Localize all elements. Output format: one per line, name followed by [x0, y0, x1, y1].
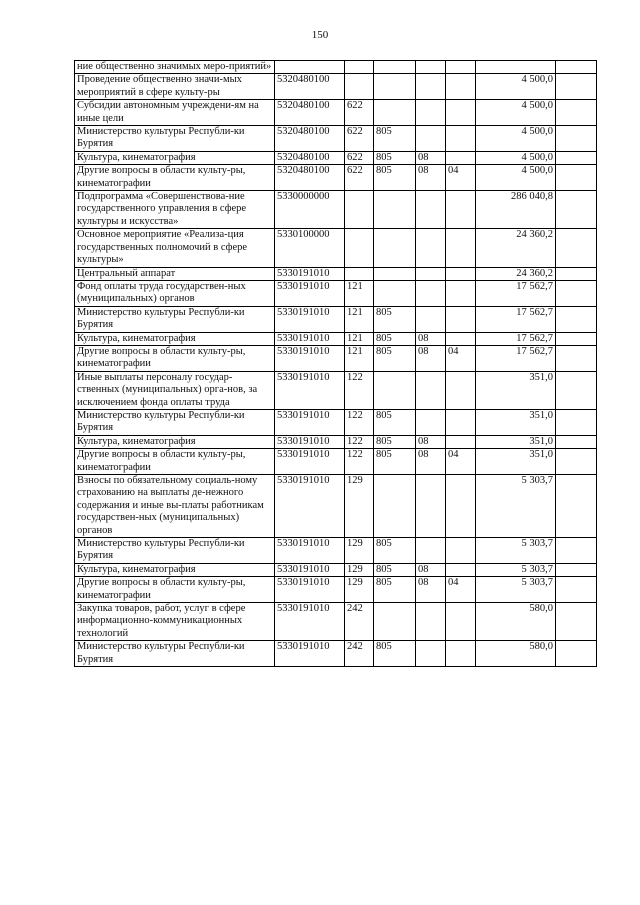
row-name-cell: Проведение общественно значи-мых мероприятий в сфере культу-ры — [75, 74, 275, 100]
row-subsection-cell — [446, 563, 476, 576]
row-section-cell — [416, 280, 446, 306]
row-code-cell: 5330191010 — [275, 475, 345, 538]
row-expense-type-cell — [345, 191, 374, 229]
row-empty-cell — [556, 345, 597, 371]
table-row — [75, 475, 597, 538]
row-empty-cell — [556, 603, 597, 641]
row-ministry-cell: 805 — [374, 126, 416, 152]
row-amount-cell: 4 500,0 — [476, 100, 556, 126]
row-code-cell: 5330191010 — [275, 563, 345, 576]
row-expense-type-cell: 121 — [345, 280, 374, 306]
row-empty-cell — [556, 151, 597, 164]
row-subsection-cell — [446, 475, 476, 538]
row-code-cell: 5330000000 — [275, 191, 345, 229]
row-ministry-cell: 805 — [374, 345, 416, 371]
row-expense-type-cell: 622 — [345, 126, 374, 152]
row-ministry-cell: 805 — [374, 151, 416, 164]
table-row — [75, 371, 597, 409]
row-name-cell: ние общественно значимых меро-приятий» — [75, 61, 275, 74]
row-empty-cell — [556, 475, 597, 538]
row-empty-cell — [556, 267, 597, 280]
row-expense-type-cell: 622 — [345, 165, 374, 191]
row-empty-cell — [556, 100, 597, 126]
row-empty-cell — [556, 409, 597, 435]
row-subsection-cell — [446, 371, 476, 409]
table-row — [75, 409, 597, 435]
table-row — [75, 641, 597, 667]
row-empty-cell — [556, 306, 597, 332]
row-empty-cell — [556, 126, 597, 152]
row-empty-cell — [556, 435, 597, 448]
row-name-cell: Министерство культуры Республи-ки Бурятия — [75, 409, 275, 435]
row-code-cell: 5330191010 — [275, 332, 345, 345]
row-subsection-cell — [446, 191, 476, 229]
row-name-cell: Другие вопросы в области культу-ры, кинематографии — [75, 577, 275, 603]
row-ministry-cell: 805 — [374, 563, 416, 576]
row-section-cell — [416, 126, 446, 152]
row-name-cell: Фонд оплаты труда государствен-ных (муниципальных) органов — [75, 280, 275, 306]
row-amount-cell: 351,0 — [476, 435, 556, 448]
row-code-cell: 5330191010 — [275, 435, 345, 448]
row-name-cell: Закупка товаров, работ, услуг в сфере информационно-коммуникационных технологий — [75, 603, 275, 641]
row-code-cell: 5320480100 — [275, 151, 345, 164]
row-ministry-cell — [374, 475, 416, 538]
row-ministry-cell — [374, 74, 416, 100]
row-ministry-cell: 805 — [374, 409, 416, 435]
row-name-cell: Другие вопросы в области культу-ры, кинематографии — [75, 449, 275, 475]
row-amount-cell: 17 562,7 — [476, 306, 556, 332]
table-row — [75, 435, 597, 448]
row-code-cell: 5330191010 — [275, 371, 345, 409]
row-code-cell: 5330191010 — [275, 267, 345, 280]
row-code-cell: 5330191010 — [275, 641, 345, 667]
table-row — [75, 229, 597, 267]
row-code-cell: 5330191010 — [275, 345, 345, 371]
table-row — [75, 165, 597, 191]
row-name-cell: Культура, кинематография — [75, 435, 275, 448]
row-name-cell: Подпрограмма «Совершенствова-ние государственного управления в сфере культуры и искусства» — [75, 191, 275, 229]
row-code-cell: 5330191010 — [275, 603, 345, 641]
row-empty-cell — [556, 332, 597, 345]
row-empty-cell — [556, 74, 597, 100]
row-subsection-cell: 04 — [446, 577, 476, 603]
row-expense-type-cell — [345, 229, 374, 267]
row-subsection-cell — [446, 538, 476, 564]
table-row — [75, 126, 597, 152]
row-ministry-cell: 805 — [374, 449, 416, 475]
row-amount-cell: 5 303,7 — [476, 563, 556, 576]
row-ministry-cell — [374, 100, 416, 126]
row-code-cell: 5320480100 — [275, 74, 345, 100]
row-section-cell: 08 — [416, 449, 446, 475]
row-name-cell: Культура, кинематография — [75, 151, 275, 164]
row-expense-type-cell: 122 — [345, 449, 374, 475]
row-subsection-cell: 04 — [446, 165, 476, 191]
row-ministry-cell — [374, 267, 416, 280]
row-empty-cell — [556, 538, 597, 564]
row-section-cell — [416, 409, 446, 435]
row-expense-type-cell: 122 — [345, 409, 374, 435]
row-code-cell: 5330191010 — [275, 538, 345, 564]
row-name-cell: Иные выплаты персоналу государ-ственных (муниципальных) орга-нов, за исключением фонда оплаты труда — [75, 371, 275, 409]
row-amount-cell: 351,0 — [476, 449, 556, 475]
row-subsection-cell — [446, 409, 476, 435]
row-ministry-cell — [374, 61, 416, 74]
row-subsection-cell — [446, 280, 476, 306]
row-empty-cell — [556, 229, 597, 267]
row-name-cell: Основное мероприятие «Реализа-ция государственных полномочий в сфере культуры» — [75, 229, 275, 267]
row-amount-cell: 4 500,0 — [476, 74, 556, 100]
row-subsection-cell — [446, 435, 476, 448]
row-name-cell: Министерство культуры Республи-ки Бурятия — [75, 126, 275, 152]
row-expense-type-cell — [345, 267, 374, 280]
row-name-cell: Культура, кинематография — [75, 563, 275, 576]
table-row — [75, 577, 597, 603]
row-subsection-cell — [446, 61, 476, 74]
row-ministry-cell: 805 — [374, 435, 416, 448]
table-row — [75, 538, 597, 564]
row-subsection-cell — [446, 603, 476, 641]
row-amount-cell: 580,0 — [476, 603, 556, 641]
row-name-cell: Министерство культуры Республи-ки Бурятия — [75, 641, 275, 667]
row-code-cell: 5330100000 — [275, 229, 345, 267]
row-empty-cell — [556, 563, 597, 576]
table-row — [75, 332, 597, 345]
row-subsection-cell: 04 — [446, 449, 476, 475]
row-subsection-cell — [446, 267, 476, 280]
row-amount-cell: 24 360,2 — [476, 229, 556, 267]
row-ministry-cell: 805 — [374, 538, 416, 564]
page-number: 150 — [311, 29, 329, 41]
row-section-cell — [416, 641, 446, 667]
row-amount-cell: 351,0 — [476, 409, 556, 435]
row-amount-cell: 351,0 — [476, 371, 556, 409]
row-section-cell — [416, 229, 446, 267]
row-ministry-cell: 805 — [374, 165, 416, 191]
row-ministry-cell: 805 — [374, 306, 416, 332]
row-amount-cell: 17 562,7 — [476, 280, 556, 306]
row-expense-type-cell: 242 — [345, 603, 374, 641]
row-subsection-cell — [446, 229, 476, 267]
row-name-cell: Другие вопросы в области культу-ры, кинематографии — [75, 165, 275, 191]
row-section-cell — [416, 74, 446, 100]
row-ministry-cell — [374, 229, 416, 267]
row-subsection-cell — [446, 306, 476, 332]
row-section-cell: 08 — [416, 332, 446, 345]
row-section-cell — [416, 371, 446, 409]
row-code-cell: 5330191010 — [275, 577, 345, 603]
row-expense-type-cell: 129 — [345, 475, 374, 538]
row-section-cell — [416, 100, 446, 126]
row-expense-type-cell — [345, 74, 374, 100]
row-section-cell — [416, 267, 446, 280]
row-empty-cell — [556, 165, 597, 191]
row-subsection-cell — [446, 332, 476, 345]
row-amount-cell: 4 500,0 — [476, 165, 556, 191]
table-row — [75, 100, 597, 126]
row-amount-cell: 4 500,0 — [476, 126, 556, 152]
row-section-cell: 08 — [416, 165, 446, 191]
row-ministry-cell — [374, 603, 416, 641]
row-empty-cell — [556, 641, 597, 667]
row-empty-cell — [556, 191, 597, 229]
row-code-cell: 5330191010 — [275, 306, 345, 332]
row-expense-type-cell: 129 — [345, 563, 374, 576]
row-expense-type-cell: 622 — [345, 100, 374, 126]
row-section-cell — [416, 191, 446, 229]
row-section-cell: 08 — [416, 563, 446, 576]
table-row — [75, 345, 597, 371]
row-code-cell: 5320480100 — [275, 100, 345, 126]
table-row — [75, 74, 597, 100]
table-row — [75, 280, 597, 306]
row-section-cell: 08 — [416, 345, 446, 371]
row-section-cell — [416, 306, 446, 332]
row-amount-cell: 580,0 — [476, 641, 556, 667]
row-ministry-cell: 805 — [374, 332, 416, 345]
row-subsection-cell: 04 — [446, 345, 476, 371]
row-empty-cell — [556, 577, 597, 603]
row-expense-type-cell: 121 — [345, 345, 374, 371]
row-amount-cell: 17 562,7 — [476, 332, 556, 345]
row-ministry-cell — [374, 371, 416, 409]
row-empty-cell — [556, 371, 597, 409]
row-code-cell: 5320480100 — [275, 126, 345, 152]
row-name-cell: Центральный аппарат — [75, 267, 275, 280]
row-code-cell: 5330191010 — [275, 409, 345, 435]
row-section-cell — [416, 538, 446, 564]
row-ministry-cell: 805 — [374, 641, 416, 667]
table-row — [75, 603, 597, 641]
row-subsection-cell — [446, 151, 476, 164]
row-section-cell — [416, 61, 446, 74]
row-name-cell: Культура, кинематография — [75, 332, 275, 345]
table-row — [75, 306, 597, 332]
row-amount-cell: 17 562,7 — [476, 345, 556, 371]
table-row — [75, 61, 597, 74]
row-ministry-cell: 805 — [374, 577, 416, 603]
row-section-cell — [416, 475, 446, 538]
row-expense-type-cell — [345, 61, 374, 74]
row-expense-type-cell: 122 — [345, 435, 374, 448]
row-name-cell: Министерство культуры Республи-ки Бурятия — [75, 538, 275, 564]
row-subsection-cell — [446, 100, 476, 126]
row-subsection-cell — [446, 641, 476, 667]
table-row — [75, 563, 597, 576]
row-subsection-cell — [446, 126, 476, 152]
row-code-cell: 5330191010 — [275, 280, 345, 306]
table-row — [75, 151, 597, 164]
row-amount-cell: 24 360,2 — [476, 267, 556, 280]
row-name-cell: Взносы по обязательному социаль-ному страхованию на выплаты де-нежного содержания и иные вы-платы работникам государствен-ных (муниципальных) органов — [75, 475, 275, 538]
row-section-cell: 08 — [416, 151, 446, 164]
row-ministry-cell — [374, 280, 416, 306]
row-empty-cell — [556, 61, 597, 74]
row-expense-type-cell: 121 — [345, 332, 374, 345]
row-amount-cell: 5 303,7 — [476, 577, 556, 603]
row-ministry-cell — [374, 191, 416, 229]
table-row — [75, 449, 597, 475]
row-name-cell: Субсидии автономным учреждени-ям на иные цели — [75, 100, 275, 126]
row-expense-type-cell: 122 — [345, 371, 374, 409]
row-amount-cell — [476, 61, 556, 74]
row-name-cell: Другие вопросы в области культу-ры, кинематографии — [75, 345, 275, 371]
row-subsection-cell — [446, 74, 476, 100]
budget-table — [74, 60, 597, 667]
row-section-cell: 08 — [416, 577, 446, 603]
row-amount-cell: 4 500,0 — [476, 151, 556, 164]
row-code-cell: 5320480100 — [275, 165, 345, 191]
row-expense-type-cell: 129 — [345, 538, 374, 564]
row-name-cell: Министерство культуры Республи-ки Бурятия — [75, 306, 275, 332]
row-code-cell: 5330191010 — [275, 449, 345, 475]
row-code-cell — [275, 61, 345, 74]
row-expense-type-cell: 242 — [345, 641, 374, 667]
row-section-cell — [416, 603, 446, 641]
row-amount-cell: 286 040,8 — [476, 191, 556, 229]
table-row — [75, 267, 597, 280]
row-expense-type-cell: 129 — [345, 577, 374, 603]
table-row — [75, 191, 597, 229]
row-expense-type-cell: 622 — [345, 151, 374, 164]
row-amount-cell: 5 303,7 — [476, 538, 556, 564]
row-empty-cell — [556, 280, 597, 306]
row-section-cell: 08 — [416, 435, 446, 448]
table-body — [75, 61, 597, 667]
row-amount-cell: 5 303,7 — [476, 475, 556, 538]
row-expense-type-cell: 121 — [345, 306, 374, 332]
row-empty-cell — [556, 449, 597, 475]
